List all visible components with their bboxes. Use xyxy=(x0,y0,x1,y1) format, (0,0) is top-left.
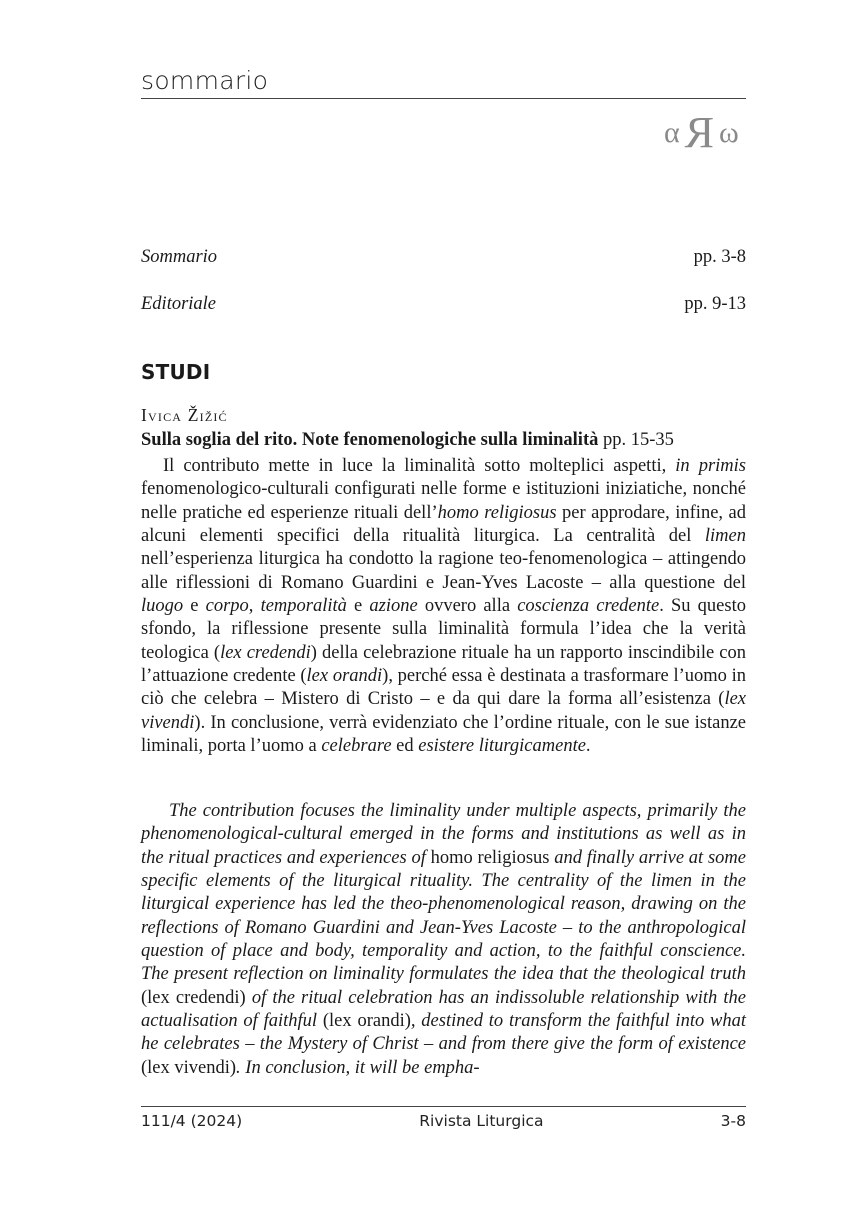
abstract-text-run: (lex orandi) xyxy=(322,1011,411,1032)
abstract-text-run: per approdare, infine, ad alcuni elementi specifici della ritualità liturgica. La centralità del xyxy=(141,502,746,547)
toc-entry-pages: pp. 9-13 xyxy=(684,294,746,314)
abstract-text-run: esistere liturgicamente xyxy=(418,736,586,757)
abstract-text-run: e xyxy=(183,596,206,617)
abstract-text-run: fenomenologico-culturali configurati nelle forme e istituzioni iniziatiche, nonché nelle pratiche ed esperienze rituali dell’ xyxy=(141,479,746,523)
toc-entry-sommario[interactable] xyxy=(141,247,746,268)
abstract-text-run: lex vivendi xyxy=(141,689,746,733)
toc-entry-title: Editoriale xyxy=(141,294,217,314)
svg-text:α: α xyxy=(664,116,680,149)
abstract-text-run: , destined to transform the faithful into what he celebrates – the Mystery of Christ – and from there give the form of existence xyxy=(141,1011,746,1055)
abstract-text-run: ovvero alla xyxy=(417,596,518,617)
footer-issue: 111/4 (2024) xyxy=(141,1112,243,1130)
abstract-english xyxy=(141,800,746,1080)
running-header-title: sommario xyxy=(141,66,269,95)
header-divider xyxy=(141,98,746,99)
page-footer xyxy=(141,1112,746,1130)
abstract-text-run: and finally arrive at some specific elements of the liturgical rituality. The centrality of the limen in the liturgical experience has led the theo-phenomenological reason, drawing on the reflections of Romano Guardini and Jean-Yves Lacoste – to the anthropological question of place and body, temporality and action, to the faithful conscience. The present reflection on liminality formulates the idea that the theological truth xyxy=(141,847,746,985)
abstract-text-run: ), perché essa è destinata a trasformare l’uomo in ciò che celebra – Mistero di Cristo – e da qui dare la forma all’esistenza ( xyxy=(141,666,747,710)
abstract-text-run: . Su questo sfondo, la riflessione presente sulla liminalità formula l’idea che la verità teologica ( xyxy=(141,596,746,663)
abstract-text-run: Il contributo mette in luce la liminalità sotto molteplici aspetti, xyxy=(163,456,676,476)
abstract-text-run: (lex vivendi) xyxy=(141,1057,237,1078)
abstract-text-run: limen xyxy=(704,526,746,547)
abstract-text-run: (lex credendi) xyxy=(141,987,246,1008)
svg-text:ω: ω xyxy=(719,116,739,149)
abstract-text-run: , xyxy=(248,596,261,617)
abstract-text-run: in primis xyxy=(675,456,746,476)
toc-entry-editoriale[interactable] xyxy=(141,294,746,315)
abstract-text-run: azione xyxy=(369,596,418,617)
abstract-text-run: nell’esperienza liturgica ha condotto la ragione teo-fenomenologica – attingendo alle riflessioni di Romano Guardini e Jean-Yves Lacoste – alla questione del xyxy=(141,549,746,593)
abstract-text-run: corpo xyxy=(205,596,249,617)
abstract-text-run: coscienza credente xyxy=(517,596,660,617)
toc-entry-title: Sommario xyxy=(141,247,218,267)
footer-divider xyxy=(141,1106,746,1107)
article-author: Ivica Žižić xyxy=(141,405,228,425)
abstract-text-run: of the ritual celebration has an indissoluble relationship with the actualisation of faithful xyxy=(141,987,746,1032)
abstract-text-run: lex credendi xyxy=(220,642,311,663)
abstract-text-run: ). In conclusione, verrà evidenziato che l’ordine rituale, con le sue istanze liminali, porta l’uomo a xyxy=(141,712,746,757)
abstract-text-run: ) della celebrazione rituale ha un rapporto inscindibile con l’attuazione credente ( xyxy=(141,642,746,687)
abstract-text-run: The contribution focuses the liminality under multiple aspects, primarily the phenomenological-cultural emerged in the forms and institutions as well as in the ritual practices and experiences of xyxy=(141,801,746,868)
abstract-text-run: e xyxy=(346,596,370,617)
abstract-italian xyxy=(141,455,746,758)
footer-page-range: 3-8 xyxy=(720,1112,746,1130)
abstract-text-run: . In conclusion, it will be empha- xyxy=(236,1057,480,1078)
abstract-text-run: homo religiosus xyxy=(437,502,557,523)
svg-text:R: R xyxy=(684,108,714,152)
abstract-text-run: ed xyxy=(391,736,419,757)
article-title-row[interactable] xyxy=(141,430,746,451)
abstract-text-run: lex orandi xyxy=(306,666,383,687)
toc-entry-pages: pp. 3-8 xyxy=(693,247,746,267)
article-pages: pp. 15-35 xyxy=(603,430,674,450)
abstract-text-run: . xyxy=(585,736,591,757)
footer-journal: Rivista Liturgica xyxy=(419,1112,544,1130)
abstract-text-run: homo religiosus xyxy=(430,847,550,868)
abstract-text-run: luogo xyxy=(141,596,184,617)
abstract-text-run: temporalità xyxy=(260,596,347,617)
section-heading: STUDI xyxy=(141,360,211,384)
abstract-text-run: celebrare xyxy=(321,736,392,757)
article-title: Sulla soglia del rito. Note fenomenologiche sulla liminalità xyxy=(141,430,599,450)
journal-logo xyxy=(664,106,746,152)
